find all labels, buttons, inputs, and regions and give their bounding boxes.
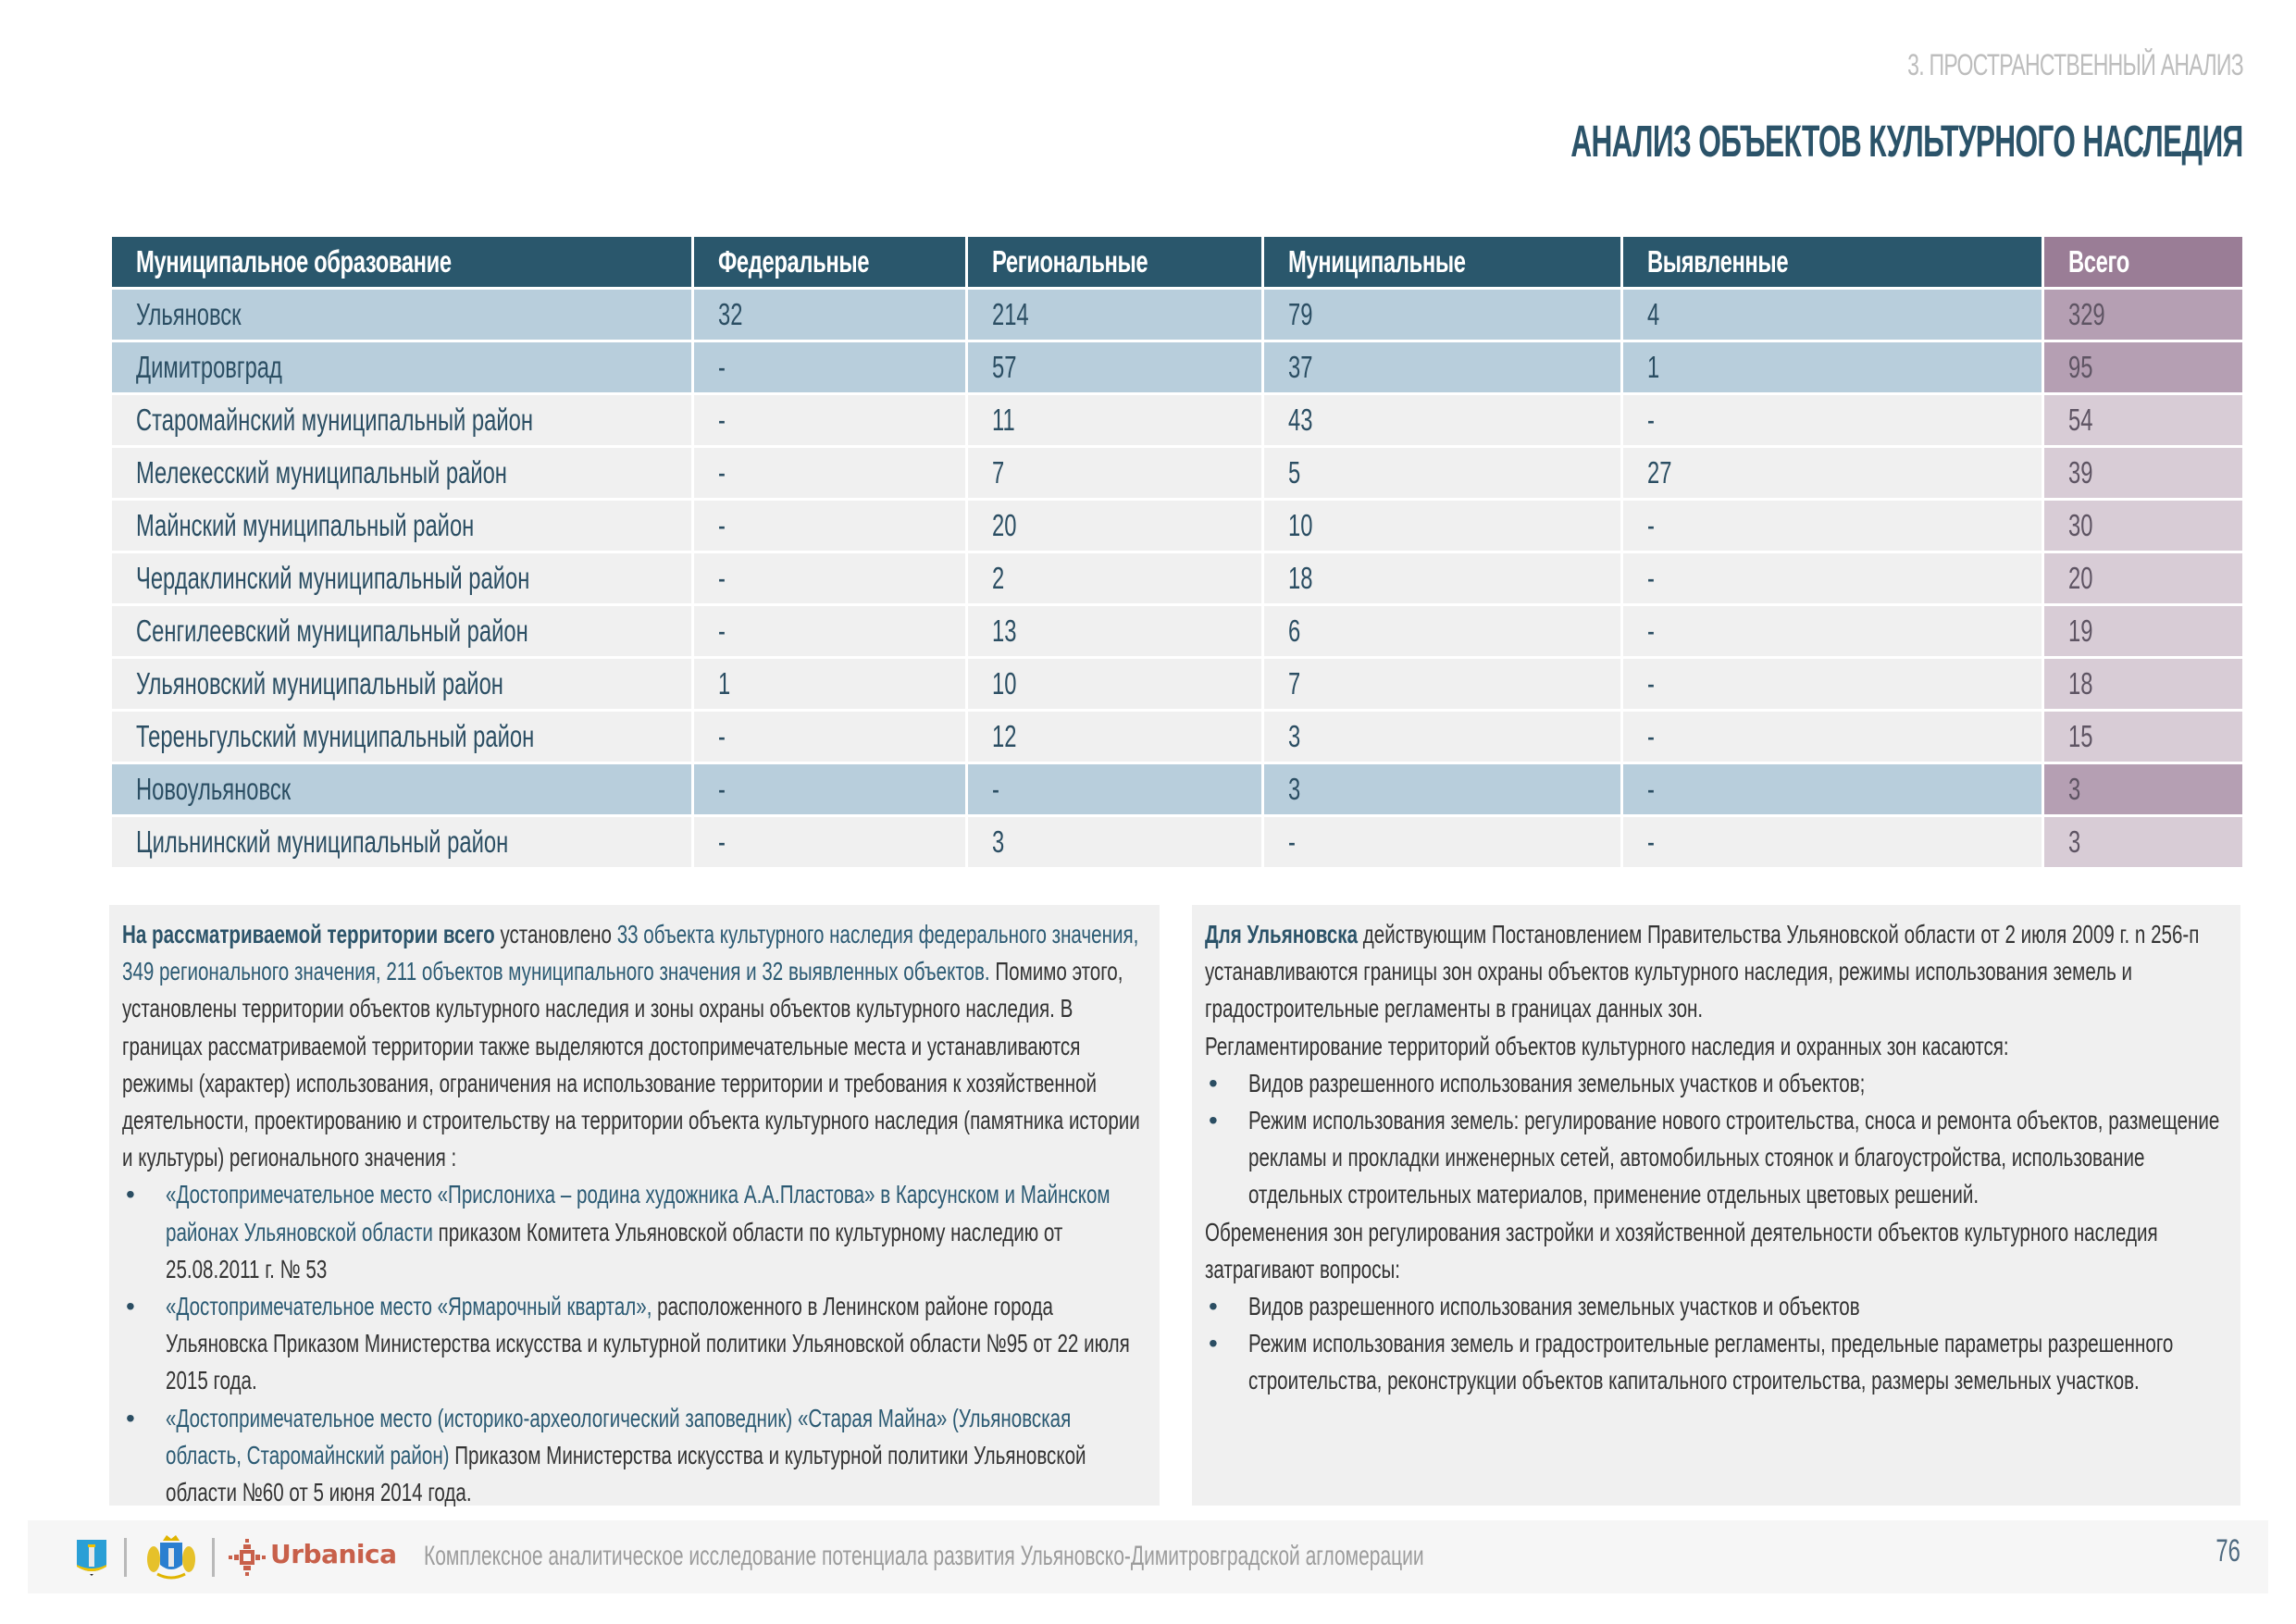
cell-value: Старомайнский муниципальный район: [136, 403, 533, 437]
cell-value: 4: [1647, 297, 1660, 331]
cell-value: -: [1288, 824, 1296, 859]
count-cell: [693, 605, 967, 658]
cell-value: 1: [718, 666, 731, 700]
count-cell: [693, 763, 967, 816]
cell-value: 1: [1647, 350, 1660, 384]
cell-value: 5: [1288, 455, 1301, 490]
list-item-text: Приказом Министерства искусства и культурной политики Ульяновской области №60 от 5 июня 2014 года.: [166, 1440, 1086, 1507]
footer: [28, 1520, 2268, 1593]
right-text-panel: [1192, 905, 2240, 1506]
list-item-highlight: «Достопримечательное место «Ярмарочный квартал»,: [166, 1292, 652, 1321]
logo-separator: [124, 1538, 127, 1577]
total-cell: [2043, 341, 2244, 394]
section-label: 3. ПРОСТРАНСТВЕННЫЙ АНАЛИЗ: [1907, 48, 2243, 81]
count-cell: [1622, 552, 2043, 605]
list-item: [122, 1400, 1147, 1512]
cell-value: 11: [992, 403, 1015, 437]
total-cell: [2043, 658, 2244, 711]
cell-value: 15: [2068, 719, 2093, 753]
column-header-label: Всего: [2068, 244, 2129, 279]
column-header: [111, 236, 693, 289]
total-cell: [2043, 816, 2244, 869]
bullet-icon: •: [1209, 1292, 1218, 1321]
municipality-cell: [111, 289, 693, 341]
list-item-highlight: «Достопримечательное место «Прислониха – родина художника А.А.Пластова» в Карсунском и Майнском районах Ульяновской области: [166, 1180, 1111, 1246]
list-item: [1205, 1065, 2228, 1102]
bullet-icon: •: [1209, 1329, 1218, 1358]
count-cell: [1263, 763, 1622, 816]
column-header-label: Муниципальные: [1288, 244, 1466, 279]
municipality-cell: [111, 500, 693, 552]
cell-value: -: [1647, 508, 1655, 542]
count-cell: [1263, 289, 1622, 341]
column-header-label: Выявленные: [1647, 244, 1789, 279]
cell-value: 10: [992, 666, 1017, 700]
list-item: [1205, 1325, 2228, 1399]
cell-value: 32: [718, 297, 743, 331]
municipality-cell: [111, 816, 693, 869]
count-cell: [967, 711, 1263, 763]
cell-value: -: [718, 455, 726, 490]
count-cell: [693, 341, 967, 394]
left-text-panel: [109, 905, 1160, 1506]
list-item-text: приказом Комитета Ульяновской области по культурному наследию от 25.08.2011 г. № 53: [166, 1217, 1063, 1283]
cell-value: -: [992, 772, 999, 806]
page-title: АНАЛИЗ ОБЪЕКТОВ КУЛЬТУРНОГО НАСЛЕДИЯ: [1570, 118, 2243, 167]
encumbrance-list: [1205, 1288, 2228, 1400]
bullet-icon: •: [1209, 1106, 1218, 1135]
encumbrance-paragraph: Обременения зон регулирования застройки и хозяйственной деятельности объектов культурного наследия затрагивают вопросы:: [1205, 1217, 2158, 1283]
cell-value: 54: [2068, 403, 2093, 437]
cell-value: 3: [1288, 772, 1301, 806]
table-row: [111, 658, 2244, 711]
total-cell: [2043, 394, 2244, 447]
ulyanovsk-text: действующим Постановлением Правительства Ульяновской области от 2 июля 2009 г. n 256-п устанавливаются границы зон охраны объектов культурного наследия, режимы использования земель и градостроительные регламенты в границах данных зон.: [1205, 920, 2200, 1023]
count-cell: [1263, 658, 1622, 711]
region-coat-of-arms-icon: [146, 1533, 196, 1581]
cell-value: 19: [2068, 614, 2093, 648]
count-cell: [967, 605, 1263, 658]
municipality-cell: [111, 447, 693, 500]
table-header-row: [111, 236, 2244, 289]
cell-value: 3: [2068, 824, 2081, 859]
cell-value: 39: [2068, 455, 2093, 490]
cell-value: 57: [992, 350, 1017, 384]
cell-value: -: [1647, 666, 1655, 700]
count-cell: [967, 447, 1263, 500]
table-row: [111, 711, 2244, 763]
count-cell: [693, 394, 967, 447]
footer-caption: Комплексное аналитическое исследование потенциала развития Ульяновско-Димитровградской агломерации: [424, 1541, 1424, 1571]
count-cell: [967, 394, 1263, 447]
cell-value: Ульяновск: [136, 297, 242, 331]
logo-separator: [212, 1538, 215, 1577]
cell-value: 18: [1288, 561, 1313, 595]
list-item-text: Видов разрешенного использования земельных участков и объектов;: [1248, 1068, 1866, 1097]
count-cell: [1263, 447, 1622, 500]
cell-value: -: [1647, 719, 1655, 753]
cell-value: Димитровград: [136, 350, 282, 384]
cell-value: -: [718, 772, 726, 806]
urbanica-brand: Urbanica: [270, 1539, 397, 1569]
cell-value: -: [718, 719, 726, 753]
cell-value: 3: [2068, 772, 2081, 806]
cell-value: 30: [2068, 508, 2093, 542]
cell-value: 43: [1288, 403, 1313, 437]
intro-lead: На рассматриваемой территории всего: [122, 920, 495, 948]
count-cell: [693, 447, 967, 500]
cell-value: Майнский муниципальный район: [136, 508, 475, 542]
count-cell: [1263, 552, 1622, 605]
list-item-text: Видов разрешенного использования земельных участков и объектов: [1248, 1292, 1860, 1321]
count-cell: [693, 658, 967, 711]
list-item-highlight: «Достопримечательное место (историко-археологический заповедник) «Старая Майна» (Ульяновская область, Старомайнский район): [166, 1403, 1072, 1469]
cell-value: 6: [1288, 614, 1301, 648]
municipality-cell: [111, 552, 693, 605]
cell-value: 18: [2068, 666, 2093, 700]
count-cell: [967, 763, 1263, 816]
count-cell: [1622, 711, 2043, 763]
total-cell: [2043, 447, 2244, 500]
table-row: [111, 500, 2244, 552]
list-item: [122, 1288, 1147, 1400]
total-cell: [2043, 500, 2244, 552]
cell-value: -: [1647, 561, 1655, 595]
cell-value: -: [718, 561, 726, 595]
table-row: [111, 763, 2244, 816]
cell-value: -: [1647, 614, 1655, 648]
page-number: 76: [2215, 1533, 2240, 1568]
bullet-icon: •: [126, 1292, 135, 1321]
intro-text: установлено: [494, 920, 617, 948]
cell-value: -: [718, 508, 726, 542]
cell-value: Цильнинский муниципальный район: [136, 824, 509, 859]
count-cell: [1622, 289, 2043, 341]
table-row: [111, 552, 2244, 605]
list-item-text: расположенного в Ленинском районе города Ульяновска Приказом Министерства искусства и культурной политики Ульяновской области №95 от 22 июля 2015 года.: [166, 1292, 1130, 1395]
count-cell: [1622, 341, 2043, 394]
count-cell: [1263, 605, 1622, 658]
table-body: [111, 289, 2244, 869]
column-header-label: Федеральные: [718, 244, 870, 279]
cell-value: Сенгилеевский муниципальный район: [136, 614, 528, 648]
cell-value: 95: [2068, 350, 2093, 384]
cell-value: 10: [1288, 508, 1313, 542]
table-row: [111, 341, 2244, 394]
column-header: [2043, 236, 2244, 289]
cell-value: Мелекесский муниципальный район: [136, 455, 507, 490]
cell-value: 2: [992, 561, 1005, 595]
cell-value: 37: [1288, 350, 1313, 384]
cell-value: Ульяновский муниципальный район: [136, 666, 503, 700]
column-header: [967, 236, 1263, 289]
count-cell: [1263, 711, 1622, 763]
cell-value: 3: [1288, 719, 1301, 753]
cell-value: 27: [1647, 455, 1672, 490]
cell-value: 13: [992, 614, 1017, 648]
cell-value: -: [718, 403, 726, 437]
cell-value: 329: [2068, 297, 2105, 331]
column-header-label: Региональные: [992, 244, 1148, 279]
ulyanovsk-lead: Для Ульяновска: [1205, 920, 1359, 948]
count-cell: [1622, 605, 2043, 658]
intro-text-2: Помимо этого, установлены территории объектов культурного наследия и зоны охраны объектов культурного наследия. В границах рассматриваемой территории также выделяются достопримечательные места и устанавливаются режимы (характер) использования, ограничения на использование территории и требования к хозяйственной деятельности, проектированию и строительству на территории объекта культурного наследия (памятника истории и культуры) регионального значения :: [122, 957, 1140, 1172]
cell-value: 20: [2068, 561, 2093, 595]
bullet-icon: •: [126, 1180, 135, 1209]
count-cell: [693, 711, 967, 763]
cell-value: Тереньгульский муниципальный район: [136, 719, 535, 753]
table-row: [111, 605, 2244, 658]
bullet-icon: •: [126, 1403, 135, 1432]
cell-value: -: [1647, 824, 1655, 859]
count-cell: [1622, 763, 2043, 816]
landmark-list: [122, 1176, 1147, 1511]
count-cell: [967, 552, 1263, 605]
intro-paragraph: [122, 916, 1147, 1176]
count-cell: [1622, 394, 2043, 447]
count-cell: [967, 289, 1263, 341]
count-cell: [967, 658, 1263, 711]
cell-value: 7: [1288, 666, 1301, 700]
cell-value: 214: [992, 297, 1029, 331]
cell-value: 12: [992, 719, 1017, 753]
total-cell: [2043, 711, 2244, 763]
table-row: [111, 394, 2244, 447]
count-cell: [1622, 816, 2043, 869]
cell-value: -: [1647, 772, 1655, 806]
city-coat-of-arms-icon: [76, 1539, 107, 1576]
total-cell: [2043, 289, 2244, 341]
count-cell: [1263, 394, 1622, 447]
cell-value: -: [1647, 403, 1655, 437]
municipality-cell: [111, 658, 693, 711]
count-cell: [1622, 658, 2043, 711]
column-header: [1622, 236, 2043, 289]
table-row: [111, 289, 2244, 341]
total-cell: [2043, 605, 2244, 658]
cell-value: 79: [1288, 297, 1313, 331]
count-cell: [1263, 500, 1622, 552]
column-header-label: Муниципальное образование: [136, 244, 452, 279]
cell-value: 20: [992, 508, 1017, 542]
intro-highlight: 33 объекта культурного наследия федерального значения, 349 регионального значения, 211 объектов муниципального значения и 32 выявленных объектов.: [122, 920, 1139, 986]
count-cell: [1263, 816, 1622, 869]
urbanica-logo-icon: [228, 1538, 267, 1577]
count-cell: [967, 500, 1263, 552]
municipality-cell: [111, 763, 693, 816]
count-cell: [1622, 447, 2043, 500]
count-cell: [1622, 500, 2043, 552]
list-item-text: Режим использования земель и градостроительные регламенты, предельные параметры разрешенного строительства, реконструкции объектов капитального строительства, размеры земельных участков.: [1248, 1329, 2174, 1395]
count-cell: [1263, 341, 1622, 394]
count-cell: [693, 552, 967, 605]
list-item-text: Режим использования земель: регулирование нового строительства, сноса и ремонта объектов, размещение рекламы и прокладки инженерных сетей, автомобильных стоянок и благоустройства, использование отдельных строительных материалов, применение отдельных цветовых решений.: [1248, 1106, 2220, 1209]
column-header: [1263, 236, 1622, 289]
regulation-list: [1205, 1065, 2228, 1214]
cell-value: -: [718, 824, 726, 859]
municipality-cell: [111, 341, 693, 394]
cell-value: 7: [992, 455, 1005, 490]
municipality-cell: [111, 605, 693, 658]
total-cell: [2043, 763, 2244, 816]
count-cell: [693, 289, 967, 341]
list-item: [122, 1176, 1147, 1288]
list-item: [1205, 1102, 2228, 1214]
count-cell: [693, 816, 967, 869]
bullet-icon: •: [1209, 1068, 1218, 1097]
municipality-cell: [111, 711, 693, 763]
column-header: [693, 236, 967, 289]
ulyanovsk-paragraph: [1205, 916, 2228, 1028]
regulation-paragraph: Регламентирование территорий объектов культурного наследия и охранных зон касаются:: [1205, 1031, 2009, 1060]
count-cell: [967, 816, 1263, 869]
cell-value: -: [718, 350, 726, 384]
cell-value: -: [718, 614, 726, 648]
cell-value: Новоульяновск: [136, 772, 292, 806]
count-cell: [967, 341, 1263, 394]
municipality-cell: [111, 394, 693, 447]
heritage-objects-table: [109, 234, 2245, 870]
total-cell: [2043, 552, 2244, 605]
table-row: [111, 816, 2244, 869]
cell-value: Чердаклинский муниципальный район: [136, 561, 530, 595]
count-cell: [693, 500, 967, 552]
table-row: [111, 447, 2244, 500]
cell-value: 3: [992, 824, 1005, 859]
list-item: [1205, 1288, 2228, 1325]
